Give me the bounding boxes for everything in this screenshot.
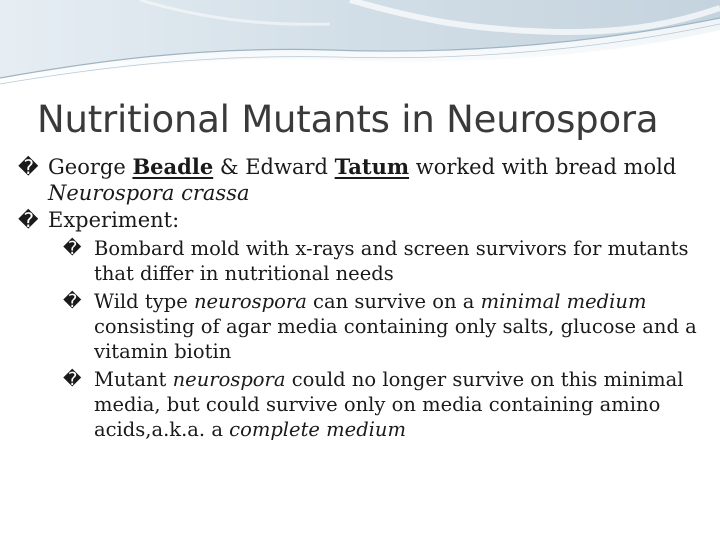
bullet-item-level-1 bbox=[16, 154, 706, 206]
bullet-item-level-2 bbox=[16, 367, 706, 442]
bullet-text-segment: Wild type bbox=[94, 290, 194, 313]
bullet-text-segment: Mutant bbox=[94, 368, 173, 391]
bullet-text-segment: neurospora bbox=[193, 290, 307, 313]
bullet-text-segment: Bombard mold with x-rays and screen survivors for mutants that differ in nutritional needs bbox=[94, 237, 689, 285]
bullet-text-segment: minimal medium bbox=[480, 290, 647, 313]
bullet-text-segment: George bbox=[48, 155, 133, 179]
bullet-item-level-2 bbox=[16, 236, 706, 286]
bullet-text-segment: can survive on a bbox=[306, 290, 481, 313]
bullet-text-segment: Neurospora crassa bbox=[48, 181, 250, 205]
bullet-text-segment: neurospora bbox=[172, 368, 286, 391]
bullet-glyph-icon: � bbox=[63, 238, 82, 259]
bullet-item-level-2 bbox=[16, 289, 706, 364]
bullet-text-segment: Beadle bbox=[132, 154, 214, 179]
bullet-glyph-icon: � bbox=[18, 155, 39, 179]
bullet-glyph-icon: � bbox=[18, 208, 39, 232]
slide-title: Nutritional Mutants in Neurospora bbox=[37, 98, 659, 141]
bullet-item-level-1 bbox=[16, 207, 706, 233]
bullet-text-segment: Tatum bbox=[334, 154, 410, 179]
bullet-list bbox=[16, 154, 706, 442]
bullet-glyph-icon: � bbox=[63, 291, 82, 312]
bullet-text-segment: could no longer survive on this minimal media, but could survive only on media containing amino acids,a.k.a. a bbox=[94, 368, 684, 441]
header-swoosh-decoration bbox=[0, 0, 720, 95]
bullet-text-segment: & Edward bbox=[213, 155, 335, 179]
bullet-text-segment: worked with bread mold bbox=[409, 155, 677, 179]
bullet-text-segment: Experiment: bbox=[48, 208, 180, 232]
bullet-glyph-icon: � bbox=[63, 369, 82, 390]
bullet-text-segment: complete medium bbox=[229, 418, 406, 441]
bullet-text-segment: consisting of agar media containing only salts, glucose and a vitamin biotin bbox=[94, 315, 697, 363]
